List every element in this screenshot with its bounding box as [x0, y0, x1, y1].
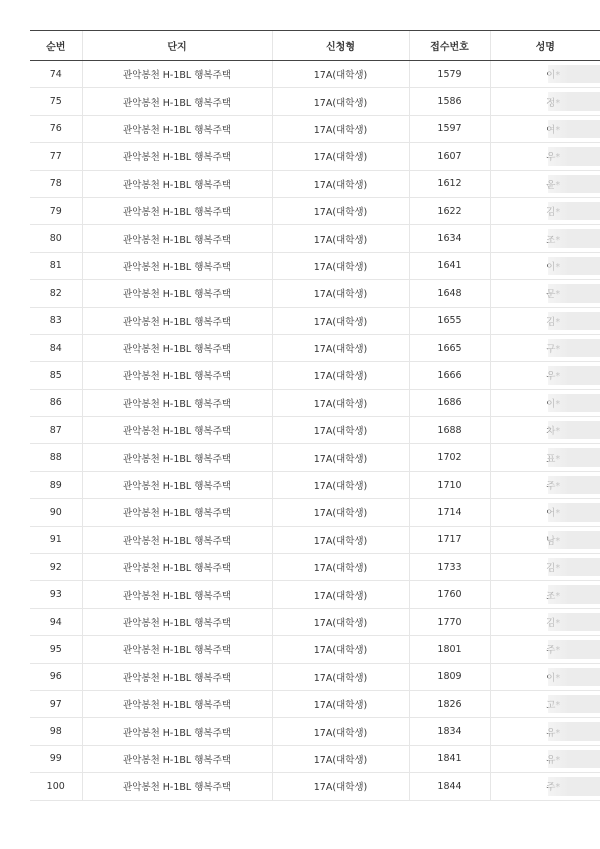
table-row	[30, 608, 600, 635]
cell-no: 97	[30, 690, 82, 717]
cell-receipt: 1826	[409, 690, 490, 717]
cell-name	[490, 115, 600, 142]
cell-complex: 관악봉천 H-1BL 행복주택	[82, 170, 272, 197]
table-row	[30, 773, 600, 800]
cell-complex: 관악봉천 H-1BL 행복주택	[82, 143, 272, 170]
cell-complex: 관악봉천 H-1BL 행복주택	[82, 61, 272, 88]
cell-complex: 관악봉천 H-1BL 행복주택	[82, 526, 272, 553]
header-no: 순번	[30, 31, 82, 61]
redaction-mask	[548, 531, 600, 549]
cell-receipt: 1586	[409, 88, 490, 115]
cell-no: 98	[30, 718, 82, 745]
cell-complex: 관악봉천 H-1BL 행복주택	[82, 334, 272, 361]
cell-name	[490, 471, 600, 498]
cell-receipt: 1770	[409, 608, 490, 635]
cell-no: 85	[30, 362, 82, 389]
cell-no: 100	[30, 773, 82, 800]
table-row	[30, 143, 600, 170]
header-row	[30, 31, 600, 61]
redaction-mask	[548, 366, 600, 384]
cell-receipt: 1634	[409, 225, 490, 252]
cell-no: 75	[30, 88, 82, 115]
cell-type: 17A(대학생)	[272, 499, 409, 526]
cell-receipt: 1641	[409, 252, 490, 279]
cell-no: 94	[30, 608, 82, 635]
cell-receipt: 1710	[409, 471, 490, 498]
cell-no: 95	[30, 636, 82, 663]
cell-name	[490, 307, 600, 334]
cell-no: 88	[30, 444, 82, 471]
cell-complex: 관악봉천 H-1BL 행복주택	[82, 773, 272, 800]
cell-complex: 관악봉천 H-1BL 행복주택	[82, 115, 272, 142]
table-row	[30, 88, 600, 115]
cell-name	[490, 225, 600, 252]
cell-no: 93	[30, 581, 82, 608]
redaction-mask	[548, 92, 600, 110]
cell-complex: 관악봉천 H-1BL 행복주택	[82, 499, 272, 526]
cell-name	[490, 499, 600, 526]
cell-name	[490, 444, 600, 471]
redaction-mask	[548, 668, 600, 686]
cell-name	[490, 334, 600, 361]
cell-name	[490, 745, 600, 772]
cell-type: 17A(대학생)	[272, 663, 409, 690]
cell-no: 89	[30, 471, 82, 498]
table-row	[30, 252, 600, 279]
cell-name	[490, 252, 600, 279]
header-receipt: 접수번호	[409, 31, 490, 61]
table-row	[30, 225, 600, 252]
redaction-mask	[548, 448, 600, 466]
table-row	[30, 663, 600, 690]
cell-complex: 관악봉천 H-1BL 행복주택	[82, 690, 272, 717]
cell-complex: 관악봉천 H-1BL 행복주택	[82, 663, 272, 690]
cell-complex: 관악봉천 H-1BL 행복주택	[82, 554, 272, 581]
cell-name	[490, 718, 600, 745]
cell-no: 81	[30, 252, 82, 279]
cell-receipt: 1607	[409, 143, 490, 170]
cell-complex: 관악봉천 H-1BL 행복주택	[82, 88, 272, 115]
cell-name	[490, 554, 600, 581]
cell-no: 76	[30, 115, 82, 142]
cell-name	[490, 581, 600, 608]
cell-complex: 관악봉천 H-1BL 행복주택	[82, 444, 272, 471]
cell-receipt: 1655	[409, 307, 490, 334]
redaction-mask	[548, 202, 600, 220]
header-name: 성명	[490, 31, 600, 61]
cell-complex: 관악봉천 H-1BL 행복주택	[82, 362, 272, 389]
cell-type: 17A(대학생)	[272, 608, 409, 635]
cell-receipt: 1686	[409, 389, 490, 416]
cell-type: 17A(대학생)	[272, 471, 409, 498]
table-row	[30, 499, 600, 526]
table-row	[30, 471, 600, 498]
cell-name	[490, 197, 600, 224]
redaction-mask	[548, 722, 600, 740]
cell-complex: 관악봉천 H-1BL 행복주택	[82, 225, 272, 252]
redaction-mask	[548, 750, 600, 768]
cell-receipt: 1841	[409, 745, 490, 772]
redaction-mask	[548, 585, 600, 603]
redaction-mask	[548, 65, 600, 83]
cell-complex: 관악봉천 H-1BL 행복주택	[82, 280, 272, 307]
cell-type: 17A(대학생)	[272, 773, 409, 800]
cell-no: 90	[30, 499, 82, 526]
cell-complex: 관악봉천 H-1BL 행복주택	[82, 389, 272, 416]
table-row	[30, 280, 600, 307]
table-row	[30, 115, 600, 142]
redaction-mask	[548, 558, 600, 576]
cell-complex: 관악봉천 H-1BL 행복주택	[82, 252, 272, 279]
cell-complex: 관악봉천 H-1BL 행복주택	[82, 718, 272, 745]
cell-type: 17A(대학생)	[272, 554, 409, 581]
cell-name	[490, 417, 600, 444]
cell-type: 17A(대학생)	[272, 61, 409, 88]
cell-type: 17A(대학생)	[272, 745, 409, 772]
table-row	[30, 170, 600, 197]
table-header	[30, 31, 600, 61]
cell-name	[490, 362, 600, 389]
cell-receipt: 1612	[409, 170, 490, 197]
cell-no: 77	[30, 143, 82, 170]
cell-name	[490, 773, 600, 800]
cell-receipt: 1717	[409, 526, 490, 553]
cell-receipt: 1665	[409, 334, 490, 361]
cell-complex: 관악봉천 H-1BL 행복주택	[82, 197, 272, 224]
cell-receipt: 1597	[409, 115, 490, 142]
redaction-mask	[548, 175, 600, 193]
cell-type: 17A(대학생)	[272, 417, 409, 444]
cell-receipt: 1809	[409, 663, 490, 690]
table-row	[30, 307, 600, 334]
table-row	[30, 417, 600, 444]
redaction-mask	[548, 284, 600, 302]
cell-name	[490, 690, 600, 717]
redaction-mask	[548, 503, 600, 521]
table-row	[30, 718, 600, 745]
cell-no: 74	[30, 61, 82, 88]
redaction-mask	[548, 421, 600, 439]
cell-no: 84	[30, 334, 82, 361]
cell-name	[490, 663, 600, 690]
cell-type: 17A(대학생)	[272, 334, 409, 361]
cell-type: 17A(대학생)	[272, 307, 409, 334]
cell-receipt: 1622	[409, 197, 490, 224]
redaction-mask	[548, 257, 600, 275]
cell-no: 83	[30, 307, 82, 334]
table-row	[30, 334, 600, 361]
cell-type: 17A(대학생)	[272, 526, 409, 553]
cell-no: 87	[30, 417, 82, 444]
cell-type: 17A(대학생)	[272, 718, 409, 745]
cell-receipt: 1648	[409, 280, 490, 307]
table-row	[30, 197, 600, 224]
redaction-mask	[548, 777, 600, 795]
cell-type: 17A(대학생)	[272, 143, 409, 170]
cell-name	[490, 389, 600, 416]
header-complex: 단지	[82, 31, 272, 61]
redaction-mask	[548, 640, 600, 658]
redaction-mask	[548, 147, 600, 165]
cell-name	[490, 143, 600, 170]
redaction-mask	[548, 613, 600, 631]
cell-no: 86	[30, 389, 82, 416]
cell-complex: 관악봉천 H-1BL 행복주택	[82, 608, 272, 635]
redaction-mask	[548, 695, 600, 713]
cell-name	[490, 61, 600, 88]
header-type: 신청형	[272, 31, 409, 61]
cell-receipt: 1702	[409, 444, 490, 471]
cell-type: 17A(대학생)	[272, 444, 409, 471]
cell-type: 17A(대학생)	[272, 115, 409, 142]
cell-type: 17A(대학생)	[272, 581, 409, 608]
cell-type: 17A(대학생)	[272, 197, 409, 224]
cell-no: 79	[30, 197, 82, 224]
cell-type: 17A(대학생)	[272, 362, 409, 389]
cell-type: 17A(대학생)	[272, 690, 409, 717]
redaction-mask	[548, 339, 600, 357]
cell-complex: 관악봉천 H-1BL 행복주택	[82, 581, 272, 608]
cell-receipt: 1688	[409, 417, 490, 444]
cell-no: 91	[30, 526, 82, 553]
cell-receipt: 1733	[409, 554, 490, 581]
table-row	[30, 581, 600, 608]
cell-name	[490, 88, 600, 115]
table-row	[30, 554, 600, 581]
applicant-table	[30, 30, 600, 801]
cell-complex: 관악봉천 H-1BL 행복주택	[82, 307, 272, 334]
cell-complex: 관악봉천 H-1BL 행복주택	[82, 471, 272, 498]
table-row	[30, 444, 600, 471]
redaction-mask	[548, 229, 600, 247]
cell-type: 17A(대학생)	[272, 636, 409, 663]
redaction-mask	[548, 476, 600, 494]
cell-type: 17A(대학생)	[272, 88, 409, 115]
cell-complex: 관악봉천 H-1BL 행복주택	[82, 636, 272, 663]
table-row	[30, 526, 600, 553]
table-body	[30, 61, 600, 801]
redaction-mask	[548, 312, 600, 330]
cell-type: 17A(대학생)	[272, 252, 409, 279]
cell-no: 82	[30, 280, 82, 307]
table-row	[30, 636, 600, 663]
redaction-mask	[548, 120, 600, 138]
redaction-mask	[548, 394, 600, 412]
cell-type: 17A(대학생)	[272, 170, 409, 197]
cell-receipt: 1844	[409, 773, 490, 800]
cell-name	[490, 636, 600, 663]
cell-name	[490, 608, 600, 635]
table-row	[30, 745, 600, 772]
cell-no: 80	[30, 225, 82, 252]
table-row	[30, 61, 600, 88]
cell-no: 92	[30, 554, 82, 581]
table-row	[30, 690, 600, 717]
cell-receipt: 1760	[409, 581, 490, 608]
cell-receipt: 1579	[409, 61, 490, 88]
cell-type: 17A(대학생)	[272, 225, 409, 252]
cell-no: 99	[30, 745, 82, 772]
cell-receipt: 1801	[409, 636, 490, 663]
table-row	[30, 362, 600, 389]
cell-type: 17A(대학생)	[272, 389, 409, 416]
cell-no: 96	[30, 663, 82, 690]
cell-name	[490, 170, 600, 197]
cell-receipt: 1666	[409, 362, 490, 389]
cell-name	[490, 280, 600, 307]
cell-type: 17A(대학생)	[272, 280, 409, 307]
cell-name	[490, 526, 600, 553]
table-row	[30, 389, 600, 416]
cell-complex: 관악봉천 H-1BL 행복주택	[82, 745, 272, 772]
cell-no: 78	[30, 170, 82, 197]
cell-receipt: 1834	[409, 718, 490, 745]
cell-receipt: 1714	[409, 499, 490, 526]
cell-complex: 관악봉천 H-1BL 행복주택	[82, 417, 272, 444]
